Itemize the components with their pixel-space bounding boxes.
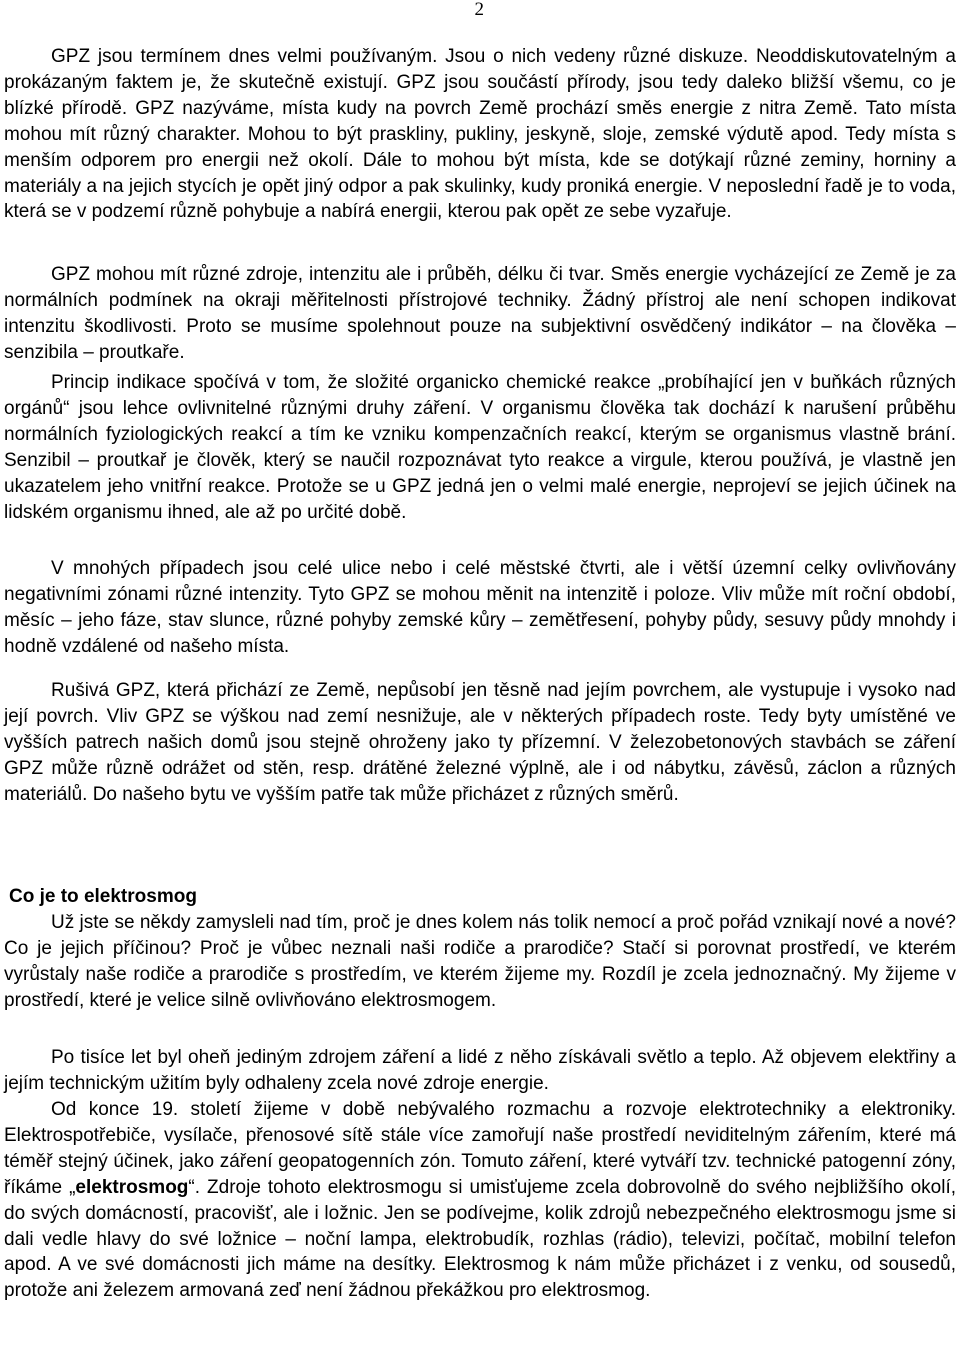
paragraph-why-illness	[4, 910, 956, 1014]
paragraph-gpz-sources	[4, 262, 956, 366]
paragraph-text: Už jste se někdy zamysleli nad tím, proč je dnes kolem nás tolik nemocí a proč pořád vznikají nové a nové? Co je jejich příčinou? Proč je vůbec neznali naši rodiče a prarodiče? Stačí si porovnat prostředí, ve kterém vyrůstaly naše rodiče a prarodiče s prostředím, ve kterém žijeme my. Rozdíl je zcela jednoznačný. My žijeme v prostředí, které je velice silně ovlivňováno elektrosmogem.	[4, 912, 956, 1011]
paragraph-text: Po tisíce let byl oheň jediným zdrojem záření a lidé z něho získávali světlo a teplo. Až objevem elektřiny a jejím technickým užitím byly odhaleny zcela nové zdroje energie.	[4, 1047, 956, 1094]
paragraph-fire-electricity	[4, 1045, 956, 1097]
bold-term-electrosmog: elektrosmog	[75, 1176, 189, 1198]
paragraph-negative-zones	[4, 556, 956, 660]
paragraph-electrosmog	[4, 1097, 956, 1304]
paragraph-text: Rušivá GPZ, která přichází ze Země, nepůsobí jen těsně nad jejím povrchem, ale vystupuje i vysoko nad její povrch. Vliv GPZ se výškou nad zemí nesnižuje, ale v některých případech roste. Tedy byty umístěné ve vyšších patrech našich domů jsou stejně ohroženy jako ty přízemní. V železobetonových stavbách se záření GPZ může různě odrážet od stěn, resp. drátěné železné výplně, ale i od nábytku, závěsů, záclon a různých materiálů. Do našeho bytu ve vyšším patře tak může přicházet z různých směrů.	[4, 680, 956, 805]
paragraph-text: V mnohých případech jsou celé ulice nebo i celé městské čtvrti, ale i větší územní celky ovlivňovány negativními zónami různé intenzity. Tyto GPZ se mohou měnit na intenzitě i poloze. Vliv může mít roční období, měsíc – jeho fáze, stav slunce, různé pohyby zemské kůry – zemětřesení, pohyby půdy, sesuvy půdy mnohdy i hodně vzdálené od našeho místa.	[4, 558, 956, 657]
paragraph-text: GPZ jsou termínem dnes velmi používaným. Jsou o nich vedeny různé diskuze. Neoddiskutovatelným a prokázaným faktem je, že skutečně existují. GPZ jsou součástí přírody, jsou tedy daleko bližší všemu, co je blízké přírodě. GPZ nazýváme, místa kudy na povrch Země prochází směs energie z nitra Země. Tato místa mohou mít různý charakter. Mohou to být praskliny, pukliny, jeskyně, sloje, zemské výdutě apod. Tedy místa s menším odporem pro energii než okolí. Dále to mohou být místa, kde se dotýkají různé zeminy, horniny a materiály a na jejich stycích je opět jiný odpor a pak skulinky, kudy proniká energie. V neposlední řadě je to voda, která se v podzemí různě pohybuje a nabírá energii, kterou pak opět ze sebe vyzařuje.	[4, 46, 956, 223]
paragraph-indication-principle	[4, 370, 956, 525]
paragraph-text: Princip indikace spočívá v tom, že složité organicko chemické reakce „probíhající jen v buňkách různých orgánů“ jsou lehce ovlivnitelné různými druhy záření. V organismu člověka tak dochází k narušení průběhu normálních fyziologických reakcí a tím ke vzniku kompenzačních reakcí, kterým se organismus vlastně brání. Senzibil – proutkař je člověk, který se naučil rozpoznávat tyto reakce a virgule, kterou používá, je vlastně jen ukazatelem jeho vnitřní reakce. Protože se u GPZ jedná jen o velmi malé energie, neprojeví se jejich účinek na lidském organismu ihned, ale až po určité době.	[4, 372, 956, 523]
section-heading: Co je to elektrosmog	[9, 886, 197, 907]
paragraph-text: GPZ mohou mít různé zdroje, intenzitu ale i průběh, délku či tvar. Směs energie vycházející ze Země je za normálních podmínek na okraji měřitelnosti přístrojové techniky. Žádný přístroj ale není schopen indikovat intenzitu škodlivosti. Proto se musíme spolehnout pouze na subjektivní osvědčený indikátor – na člověka – senzibila – proutkaře.	[4, 264, 956, 363]
paragraph-disturbing-gpz	[4, 678, 956, 808]
paragraph-text-before: Od konce 19. století žijeme v době nebývalého rozmachu a rozvoje elektrotechniky a elektroniky. Elektrospotřebiče, vysílače, přenosové sítě stále více zamořují naše prostředí neviditelným zářením, které má téměř stejný účinek, jako záření geopatogenních zón. Tomuto záření, které vytváří tzv. technické patogenní zóny, říkáme „	[4, 1099, 956, 1198]
paragraph-gpz-definition	[4, 44, 956, 225]
page-number: 2	[474, 0, 484, 20]
paragraph-text-after: “. Zdroje tohoto elektrosmogu si umisťujeme zcela dobrovolně do svého nejbližšího okolí, do svých domácností, pracovišť, ale i ložnic. Jen se podívejme, kolik zdrojů nebezpečného elektrosmogu jsme si dali vedle hlavy do své ložnice – noční lampa, elektrobudík, rozhlas (rádio), televizi, počítač, mobilní telefon apod. A ve své domácnosti jich máme na desítky. Elektrosmog k nám může přicházet i z venku, od sousedů, protože ani železem armovaná zeď není žádnou překážkou pro elektrosmog.	[4, 1176, 956, 1302]
